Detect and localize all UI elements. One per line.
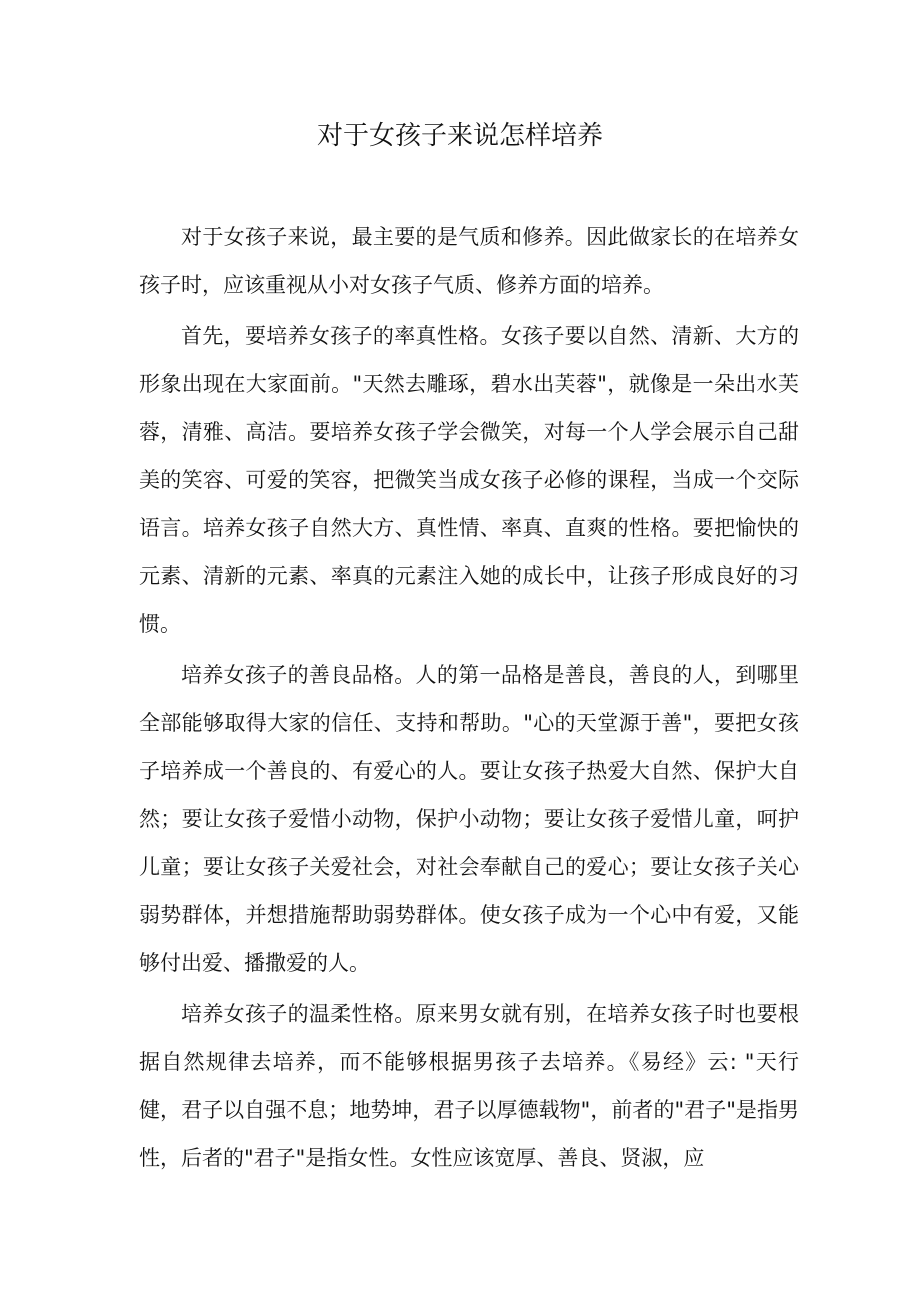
paragraph-intro: 对于女孩子来说，最主要的是气质和修养。因此做家长的在培养女孩子时，应该重视从小对女孩子气质、修养方面的培养。 <box>139 225 799 297</box>
paragraph-gentle-character: 培养女孩子的温柔性格。原来男女就有别，在培养女孩子时也要根据自然规律去培养，而不能够根据男孩子去培养。《易经》云: "天行健，君子以自强不息；地势坤，君子以厚德载物"，前者的"君子"是指男性，后者的"君子"是指女性。女性应该宽厚、善良、贤淑，应 <box>139 1002 799 1170</box>
paragraph-kind-character: 培养女孩子的善良品格。人的第一品格是善良，善良的人，到哪里全部能够取得大家的信任、支持和帮助。"心的天堂源于善"，要把女孩子培养成一个善良的、有爱心的人。要让女孩子热爱大自然、保护大自然；要让女孩子爱惜小动物，保护小动物；要让女孩子爱惜儿童，呵护儿童；要让女孩子关爱社会，对社会奉献自己的爱心；要让女孩子关心弱势群体，并想措施帮助弱势群体。使女孩子成为一个心中有爱，又能够付出爱、播撒爱的人。 <box>139 663 799 975</box>
document-title: 对于女孩子来说怎样培养 <box>316 121 603 151</box>
document-body <box>139 213 799 1185</box>
paragraph-frank-character: 首先，要培养女孩子的率真性格。女孩子要以自然、清新、大方的形象出现在大家面前。"天然去雕琢，碧水出芙蓉"，就像是一朵出水芙蓉，清雅、高洁。要培养女孩子学会微笑，对每一个人学会展示自己甜美的笑容、可爱的笑容，把微笑当成女孩子必修的课程，当成一个交际语言。培养女孩子自然大方、真性情、率真、直爽的性格。要把愉快的元素、清新的元素、率真的元素注入她的成长中，让孩子形成良好的习惯。 <box>139 324 799 636</box>
